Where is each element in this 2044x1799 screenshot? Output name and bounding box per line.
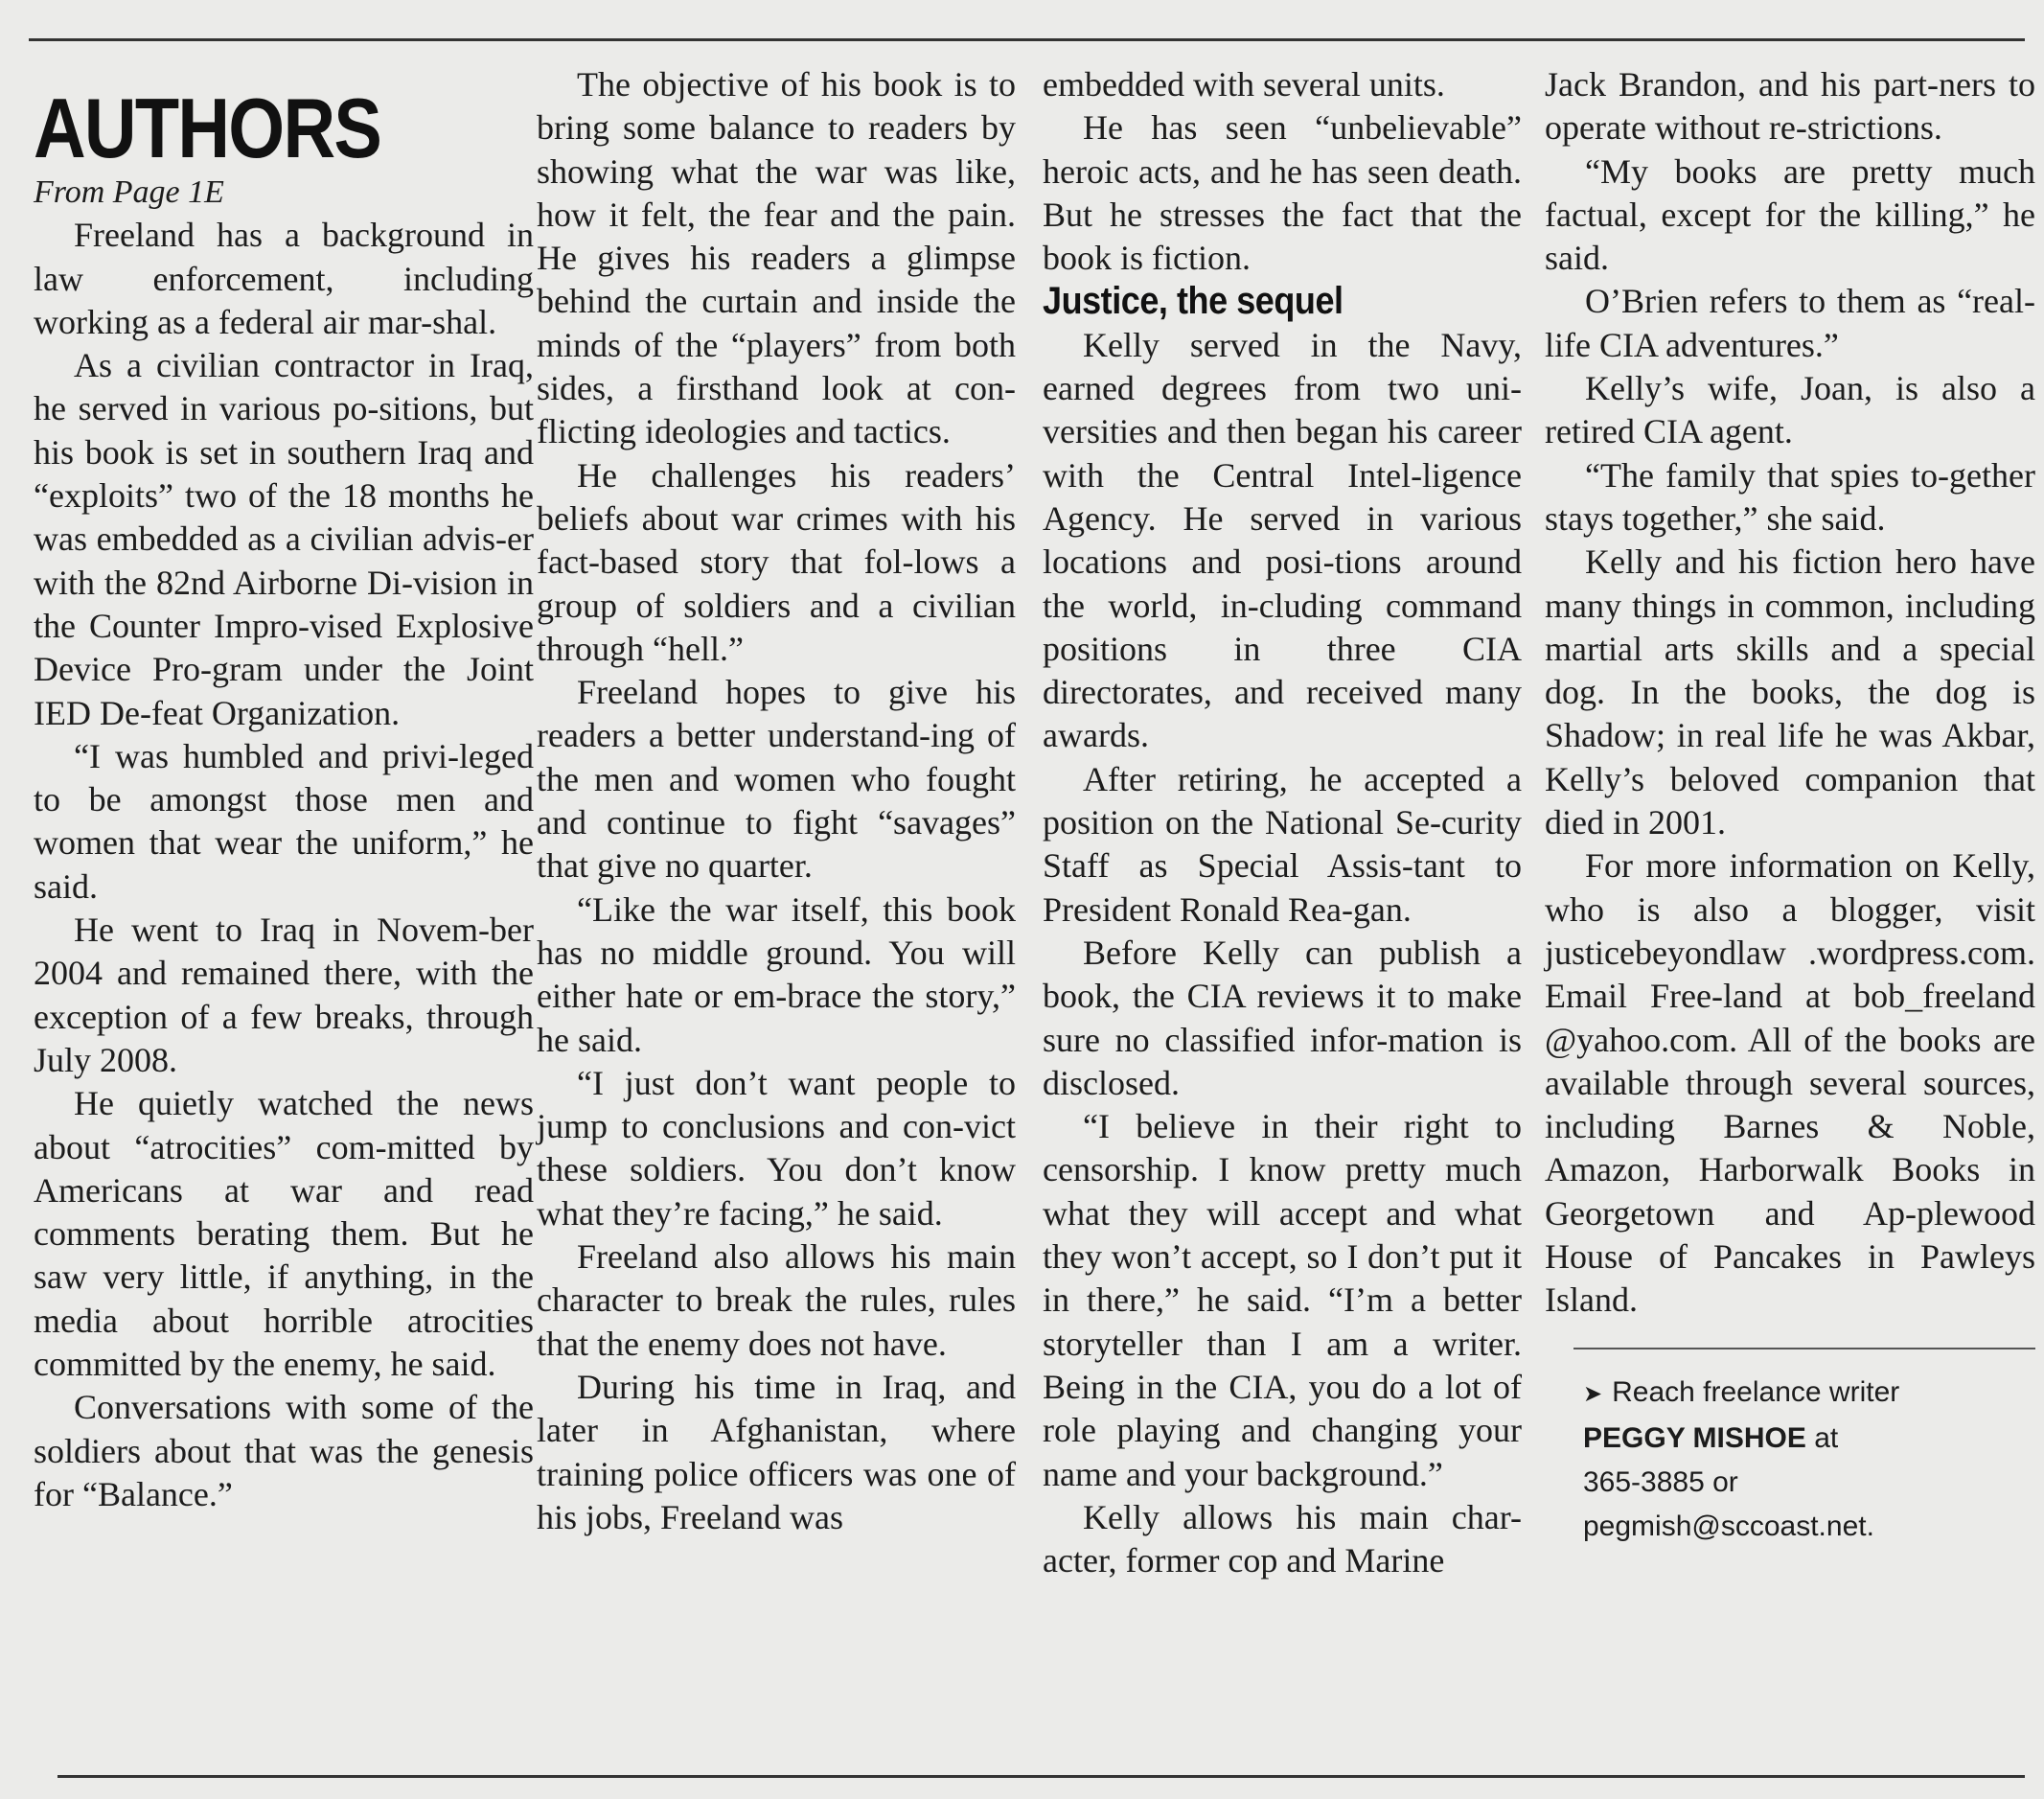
paragraph: “I was humbled and privi-leged to be amongst those men and women that wear the uniform,” he said. bbox=[34, 736, 534, 906]
paragraph: He has seen “unbelievable” heroic acts, and he has seen death. But he stresses the fact that the book is fiction. bbox=[1043, 108, 1522, 278]
paragraph: The objective of his book is to bring some balance to readers by showing what the war was like, how it felt, the fear and the pain. He gives his readers a glimpse behind the curtain and inside the minds of the “players” from both sides, a firsthand look at con-flicting ideologies and tactics. bbox=[537, 65, 1016, 451]
writer-phone: 365-3885 or bbox=[1583, 1465, 1738, 1498]
paragraph: “Like the war itself, this book has no middle ground. You will either hate or em-brace the story,” he said. bbox=[537, 889, 1016, 1059]
paragraph: embedded with several units. bbox=[1043, 65, 1445, 104]
writer-email: pegmish@sccoast.net. bbox=[1583, 1510, 1874, 1542]
paragraph: During his time in Iraq, and later in Afghanistan, where training police officers was one of his jobs, Freeland was bbox=[537, 1367, 1016, 1536]
paragraph: O’Brien refers to them as “real-life CIA adventures.” bbox=[1545, 282, 2035, 364]
paragraph: “My books are pretty much factual, except for the killing,” he said. bbox=[1545, 151, 2035, 278]
paragraph: As a civilian contractor in Iraq, he served in various po-sitions, but his book is set in southern Iraq and “exploits” two of the 18 months he was embedded as a civilian advis-er with the 82nd Airborne Di-vision in the Counter Impro-vised Explosive Device Pro-gram under the Joint IED De-feat Organization. bbox=[34, 346, 534, 732]
paragraph: “The family that spies to-gether stays together,” she said. bbox=[1545, 455, 2035, 538]
writer-name: PEGGY MISHOE bbox=[1583, 1421, 1806, 1454]
column-4 bbox=[1545, 63, 2035, 1549]
subhead: Justice, the sequel bbox=[1043, 280, 1344, 323]
paragraph: For more information on Kelly, who is also a blogger, visit justicebeyondlaw .wordpress.com. Email Free-land at bob_freeland @yahoo.com. All of the books are available through several sources, including Barnes & Noble, Amazon, Harborwalk Books in Georgetown and Ap-plewood House of Pancakes in Pawleys Island. bbox=[1545, 846, 2035, 1320]
headline: AUTHORS bbox=[34, 81, 381, 175]
paragraph: Kelly served in the Navy, earned degrees from two uni-versities and then began his career with the Central Intel-ligence Agency. He served in various locations and posi-tions around the world, in-cluding command positions in three CIA directorates, and received many awards. bbox=[1043, 325, 1522, 755]
paragraph: He went to Iraq in Novem-ber 2004 and remained there, with the exception of a few breaks, through July 2008. bbox=[34, 911, 534, 1079]
paragraph: Freeland also allows his main character to break the rules, rules that the enemy does not have. bbox=[537, 1237, 1016, 1363]
arrow-icon: ➤ bbox=[1583, 1380, 1603, 1407]
paragraph: He quietly watched the news about “atrocities” com-mitted by Americans at war and read comments berating them. But he saw very little, if anything, in the media about horrible atrocities committed by the enemy, he said. bbox=[34, 1084, 534, 1384]
paragraph: “I just don’t want people to jump to conclusions and con-vict these soldiers. You don’t know what they’re facing,” he said. bbox=[537, 1063, 1016, 1233]
paragraph: “I believe in their right to censorship. I know pretty much what they will accept and what they won’t accept, so I don’t put it in there,” he said. “I’m a better storyteller than I am a writer. Being in the CIA, you do a lot of role playing and changing your name and your background.” bbox=[1043, 1107, 1522, 1493]
paragraph: Kelly and his fiction hero have many things in common, including martial arts skills and a special dog. In the books, the dog is Shadow; in real life he was Akbar, Kelly’s beloved companion that died in 2001. bbox=[1545, 542, 2035, 842]
paragraph: Before Kelly can publish a book, the CIA reviews it to make sure no classified infor-mation is disclosed. bbox=[1043, 933, 1522, 1102]
paragraph: He challenges his readers’ beliefs about war crimes with his fact-based story that fol-lows a group of soldiers and a civilian through “hell.” bbox=[537, 455, 1016, 668]
paragraph: Kelly allows his main char-acter, former cop and Marine bbox=[1043, 1497, 1522, 1580]
paragraph: After retiring, he accepted a position on the National Se-curity Staff as Special Assis-tant to President Ronald Rea-gan. bbox=[1043, 759, 1522, 929]
paragraph: Conversations with some of the soldiers about that was the genesis for “Balance.” bbox=[34, 1388, 534, 1513]
paragraph: Kelly’s wife, Joan, is also a retired CIA agent. bbox=[1545, 369, 2035, 451]
bottom-rule bbox=[57, 1775, 2025, 1778]
signoff-at: at bbox=[1814, 1421, 1839, 1454]
column-2 bbox=[537, 63, 1016, 1539]
signoff-line: Reach freelance writer bbox=[1612, 1375, 1900, 1408]
paragraph: Freeland has a background in law enforcement, including working as a federal air mar-shal. bbox=[34, 216, 534, 341]
column-1 bbox=[34, 71, 534, 1516]
jump-line: From Page 1E bbox=[34, 174, 224, 210]
paragraph: Jack Brandon, and his part-ners to operate without re-strictions. bbox=[1545, 65, 2035, 148]
paragraph: Freeland hopes to give his readers a better understand-ing of the men and women who fought and continue to fight “savages” that give no quarter. bbox=[537, 673, 1016, 886]
top-rule bbox=[29, 38, 2025, 41]
column-3 bbox=[1043, 63, 1522, 1582]
signoff bbox=[1545, 1371, 2035, 1549]
signoff-rule bbox=[1573, 1348, 2035, 1349]
